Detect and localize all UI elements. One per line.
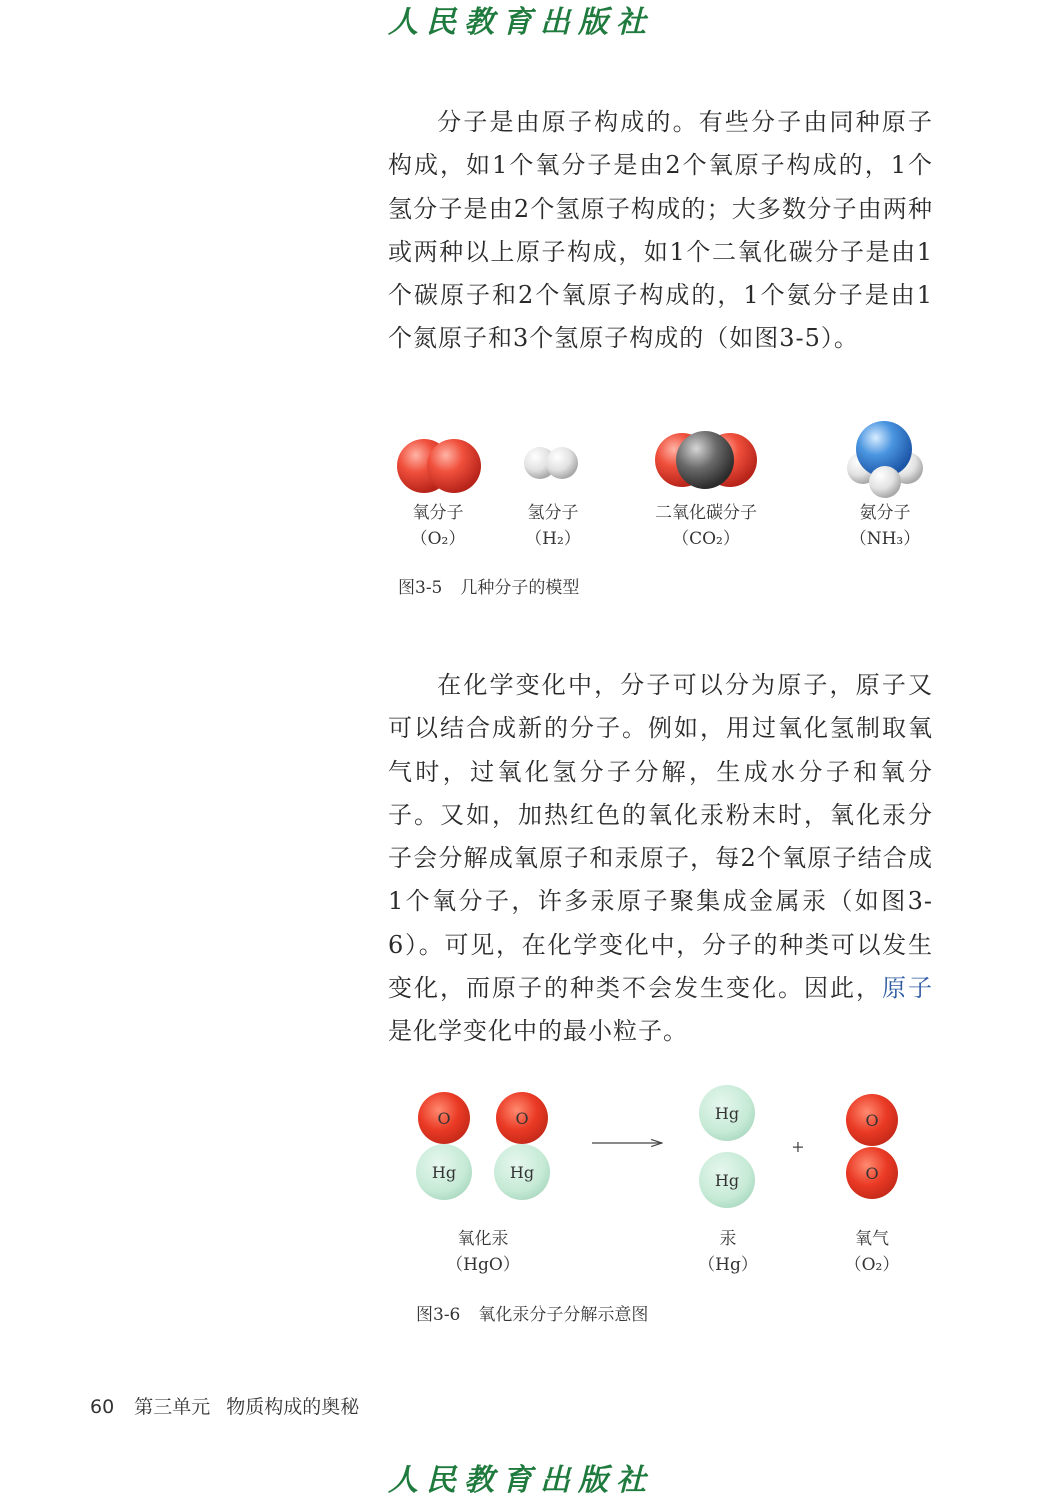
carbon-dioxide-molecule-label: 二氧化碳分子 （CO₂） xyxy=(655,503,757,549)
mercury-atoms xyxy=(699,1085,755,1208)
figure-3-6-decomposition-diagram xyxy=(0,1080,1064,1240)
ammonia-molecule-model xyxy=(847,421,923,498)
unit-name: 第三单元 xyxy=(134,1396,211,1418)
publisher-logo-bottom: 人民教育出版社 xyxy=(388,1463,654,1498)
key-term-atom: 原子 xyxy=(882,974,933,1003)
figure-3-6-caption: 图3-6 氧化汞分子分解示意图 xyxy=(416,1305,649,1325)
figure-3-5-caption: 图3-5 几种分子的模型 xyxy=(398,578,580,598)
carbon-dioxide-molecule-model xyxy=(655,431,757,489)
oxygen-molecule xyxy=(846,1094,898,1199)
ammonia-molecule-label: 氨分子 （NH₃） xyxy=(849,503,921,549)
paragraph-chemical-change: 在化学变化中，分子可以分为原子，原子又可以结合成新的分子。例如，用过氧化氢制取氧气时，过氧化氢分子分解，生成水分子和氧分子。又如，加热红色的氧化汞粉末时，氧化汞分子会分解成氧原子和汞原子，每2个氧原子结合成1个氧分子，许多汞原子聚集成金属汞（如图3-6）。可见，在化学变化中，分子的种类可以发生变化，而原子的种类不会发生变化。因此，原子是化学变化中的最小粒子。 xyxy=(388,671,933,1046)
paragraph1-text: 分子是由原子构成的。有些分子由同种原子构成，如1个氧分子是由2个氧原子构成的，1个氢分子是由2个氢原子构成的；大多数分子由两种或两种以上原子构成，如1个二氧化碳分子是由1个碳原子和2个氧原子构成的，1个氨分子是由1个氮原子和3个氢原子构成的（如图3-5）。 xyxy=(388,108,933,353)
mercury-label: 汞 （Hg） xyxy=(698,1229,758,1275)
mercury-oxide-molecule-1 xyxy=(416,1092,472,1200)
page-number: 60 xyxy=(90,1396,115,1418)
atom-label-hg: Hg xyxy=(714,1104,740,1123)
atom-label-hg: Hg xyxy=(431,1163,457,1182)
atom-label-o: O xyxy=(865,1164,879,1183)
page-footer xyxy=(90,1392,359,1419)
unit-title: 物质构成的奥秘 xyxy=(226,1396,360,1418)
paragraph-molecules-made-of-atoms xyxy=(388,101,933,361)
oxygen-molecule-model xyxy=(397,439,481,493)
atom-label-hg: Hg xyxy=(714,1171,740,1190)
atom-label-hg: Hg xyxy=(509,1163,535,1182)
oxygen-molecule-label: 氧分子 （O₂） xyxy=(410,503,466,549)
oxygen-gas-label: 氧气 （O₂） xyxy=(844,1229,900,1275)
atom-label-o: O xyxy=(515,1109,529,1128)
atom-label-o: O xyxy=(437,1109,451,1128)
hydrogen-molecule-label: 氢分子 （H₂） xyxy=(525,503,581,549)
mercury-oxide-molecule-2 xyxy=(494,1092,550,1200)
publisher-logo-top: 人民教育出版社 xyxy=(388,5,654,40)
hydrogen-molecule-model xyxy=(524,447,578,479)
atom-label-o: O xyxy=(865,1111,879,1130)
plus-sign: + xyxy=(791,1137,805,1156)
mercury-oxide-label: 氧化汞 （HgO） xyxy=(446,1229,520,1275)
